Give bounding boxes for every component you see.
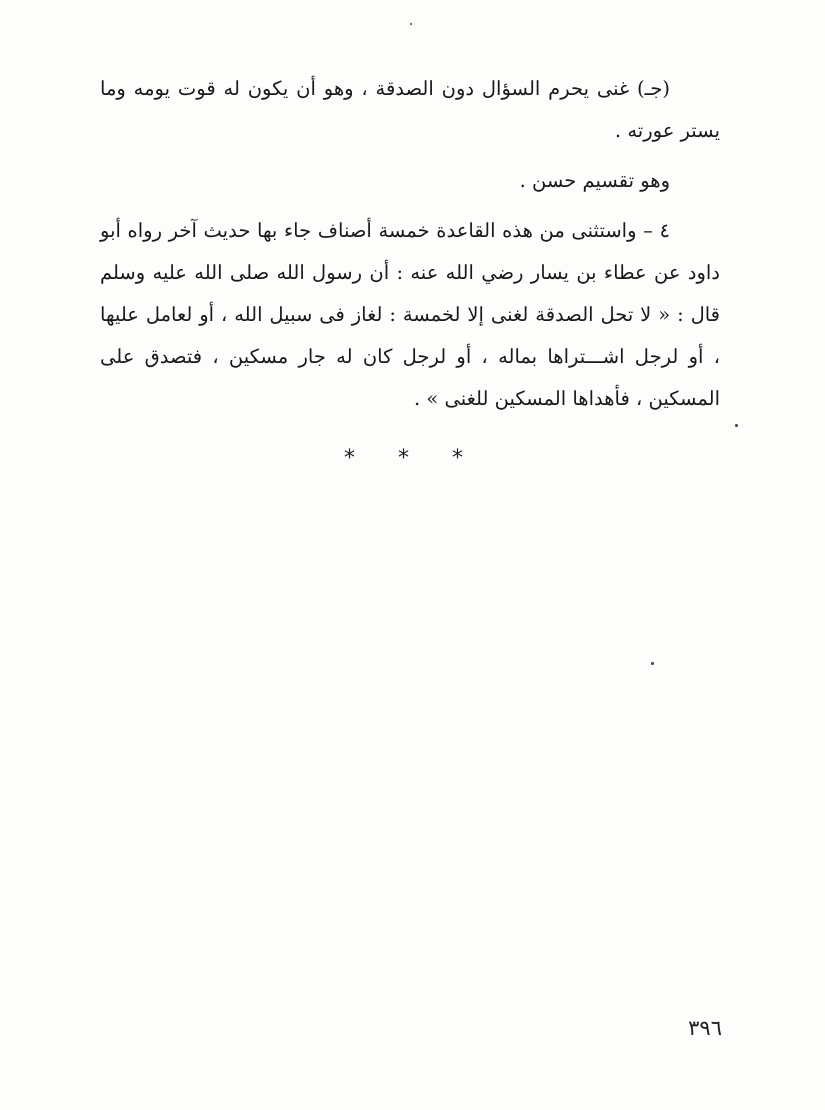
- section-separator: * * *: [344, 446, 481, 471]
- scan-speck: [651, 662, 654, 665]
- page-number: ٣٩٦: [688, 1016, 722, 1040]
- paragraph-remark: وهو تقسيم حسن .: [519, 169, 670, 192]
- scan-speck: [735, 424, 738, 427]
- paragraph-point-4: ٤ – واستثنى من هذه القاعدة خمسة أصناف جاء بها حديث آخر رواه أبو داود عن عطاء بن يسار رضي الله عنه : أن رسول الله صلى الله عليه وسلم قال : « لا تحل الصدقة لغنى إلا لخمسة : لغاز فى سبيل الله ، أو لعامل عليها ، أو لرجل اشـــتراها بماله ، أو لرجل كان له جار مسكين ، فتصدق على المسكين ، فأهداها المسكين للغنى » .: [100, 219, 720, 410]
- scan-speck: [410, 23, 412, 25]
- body-text: [100, 68, 720, 420]
- paragraph-gha: (جـ) غنى يحرم السؤال دون الصدقة ، وهو أن يكون له قوت يومه وما يستر عورته .: [100, 77, 720, 142]
